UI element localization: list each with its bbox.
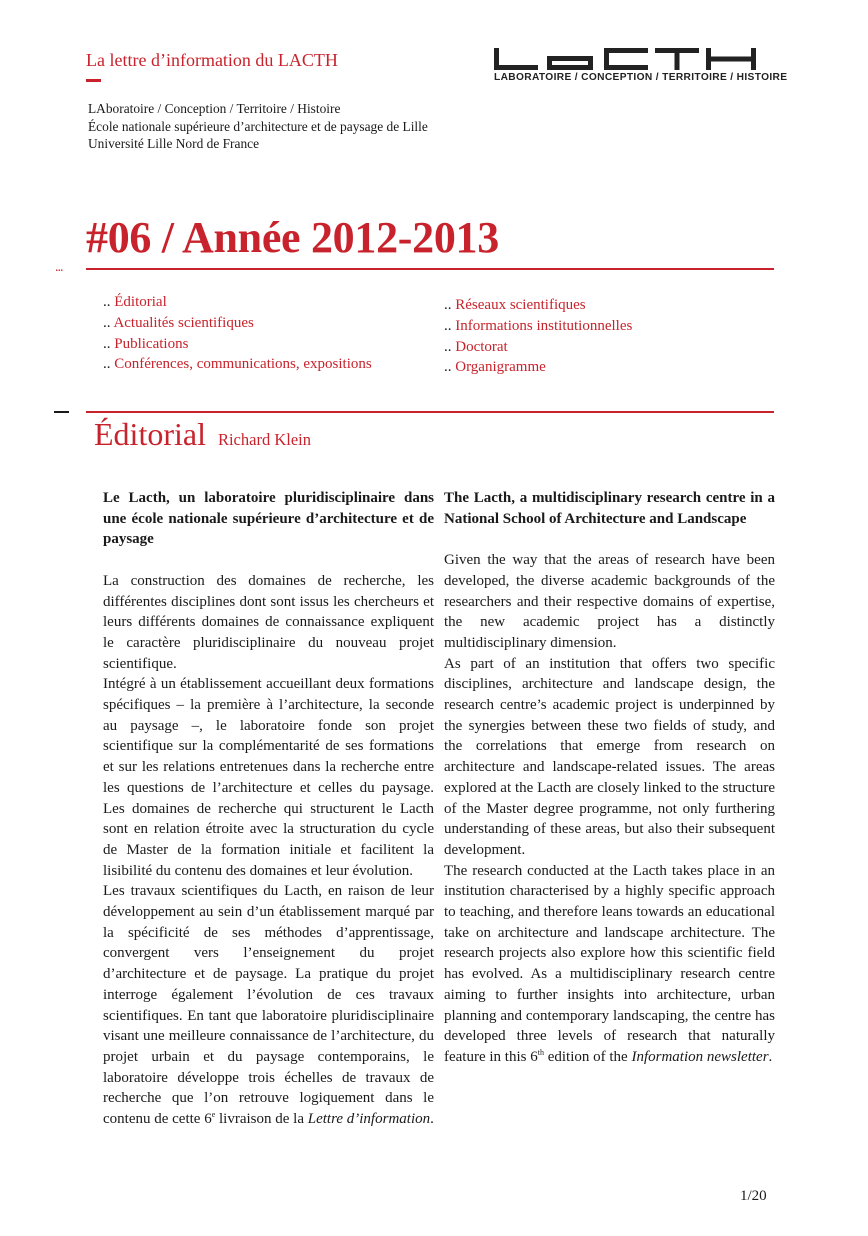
section-title: Éditorial xyxy=(94,416,206,452)
side-marker: ... xyxy=(55,260,63,275)
issue-rule xyxy=(86,268,774,270)
superscript: th xyxy=(537,1047,544,1057)
toc-link-editorial[interactable]: Éditorial xyxy=(114,294,167,310)
toc-item-conferences xyxy=(103,354,372,375)
lab-line: École nationale supérieure d’architecture et de paysage de Lille xyxy=(88,118,428,134)
lacth-logo xyxy=(494,48,788,83)
toc-item-publications xyxy=(103,334,372,355)
section-rule xyxy=(86,411,774,413)
side-dash xyxy=(54,411,69,413)
paragraph-text: livraison de la xyxy=(215,1111,308,1128)
issue-title: #06 / Année 2012-2013 xyxy=(86,213,499,262)
logo-tagline: LABORATOIRE / CONCEPTION / TERRITOIRE / HISTOIRE xyxy=(494,72,788,83)
toc-dots: .. xyxy=(103,335,111,352)
paragraph: Intégré à un établissement accueillant deux formations spécifiques – la première à l’architecture, la seconde au paysage –, le laboratoire fonde son projet scientifique sur la complémentarité de ses formations et sur les relations entretenues dans la recherche entre les questions de l’architecture et celles du paysage. Les domaines de recherche qui structurent le Lacth sont en relation étroite avec la structuration du cycle de Master de la formation initiale et facilitent la lisibilité du contenu des domaines et leur évolution. xyxy=(103,676,434,879)
superscript: e xyxy=(211,1110,216,1120)
toc-link-informations[interactable]: Informations institutionnelles xyxy=(455,317,633,334)
italic-title: Information newsletter xyxy=(631,1048,769,1065)
toc-right xyxy=(444,295,632,378)
toc-link-actualites[interactable]: Actualités scientifiques xyxy=(113,314,254,331)
toc-dots: .. xyxy=(103,356,111,373)
lab-line: Université Lille Nord de France xyxy=(88,136,260,151)
toc-item-reseaux xyxy=(444,295,632,316)
paragraph: La construction des domaines de recherche, les différentes disciplines dont sont issus les chercheurs et leurs différents domaines de connaissance expliquent le caractère pluridisciplinaire du nouveau projet scientifique. xyxy=(103,572,434,672)
editorial-column-en xyxy=(444,488,775,1068)
paragraph: As part of an institution that offers two specific disciplines, architecture and landscape design, the research centre’s academic project is underpinned by the synergies between these two fields of study, and the correlations that emerge from research on architecture and landscape-related issues. The areas explored at the Lacth are closely linked to the structure of the Master degree programme, not only furthering understanding of these areas, but also their subsequent development. xyxy=(444,655,775,858)
paragraph-text: The research conducted at the Lacth takes place in an institution characterised by a highly specific approach to teaching, and therefore leans towards an educational take on architecture and landscape architecture. The research projects also explore how this scientific field has evolved. As a multidisciplinary research centre aiming to further insights into architecture, urban planning and contemporary landscaping, the centre has developed three levels of research that naturally feature in this 6 xyxy=(444,862,775,1065)
toc-dots: .. xyxy=(103,314,111,331)
toc-dots: .. xyxy=(103,294,111,310)
paragraph: Given the way that the areas of research have been developed, the diverse academic backgrounds of the researchers and their respective domains of expertise, the new academic project has a distinctly multidisciplinary dimension. xyxy=(444,552,775,651)
toc-link-organigramme[interactable]: Organigramme xyxy=(455,359,546,376)
toc-left xyxy=(103,292,372,375)
editorial-column-fr xyxy=(103,488,434,1130)
toc-item-organigramme xyxy=(444,357,632,378)
toc-link-publications[interactable]: Publications xyxy=(114,335,189,352)
title-underline xyxy=(86,79,101,82)
paragraph xyxy=(444,861,775,1068)
column-heading: Le Lacth, un laboratoire pluridisciplinaire dans une école nationale supérieure d’architecture et de paysage xyxy=(103,490,434,548)
toc-link-conferences[interactable]: Conférences, communications, expositions xyxy=(114,356,372,373)
toc-dots: .. xyxy=(444,297,452,313)
lab-line: LAboratoire / Conception / Territoire / Histoire xyxy=(88,101,341,116)
paragraph-text: . xyxy=(430,1111,434,1128)
section-heading xyxy=(94,416,311,453)
lacth-wordmark xyxy=(494,48,756,70)
column-heading: The Lacth, a multidisciplinary research centre in a National School of Architecture and Landscape xyxy=(444,490,775,527)
paragraph xyxy=(103,881,434,1129)
toc-link-reseaux[interactable]: Réseaux scientifiques xyxy=(455,297,586,313)
italic-title: Lettre d’information xyxy=(307,1111,431,1128)
page-number: 1/20 xyxy=(740,1188,767,1204)
section-author: Richard Klein xyxy=(217,430,311,449)
toc-dots: .. xyxy=(444,338,452,355)
toc-item-informations xyxy=(444,316,632,337)
paragraph-text: edition of the xyxy=(543,1048,632,1065)
newsletter-title: La lettre d’information du LACTH xyxy=(86,50,338,70)
toc-item-editorial xyxy=(103,292,372,313)
toc-dots: .. xyxy=(444,317,452,334)
lab-info xyxy=(88,100,428,153)
paragraph-text: . xyxy=(768,1048,773,1065)
toc-item-actualites xyxy=(103,313,372,334)
toc-dots: .. xyxy=(444,359,452,376)
toc-item-doctorat xyxy=(444,337,632,358)
paragraph-text: Les travaux scientifiques du Lacth, en raison de leur développement au sein d’un établissement marqué par la spécificité de ses méthodes d’apprentissage, convergent vers l’enseignement du projet d’architecture et de paysage. La pratique du projet interroge également l’évolution de ces travaux scientifiques. En tant que laboratoire pluridisciplinaire visant une meilleure connaissance de l’architecture, du projet urbain et du paysage contemporains, le laboratoire développe trois échelles de travaux de recherche que l’on retrouve logiquement dans le contenu de cette 6 xyxy=(103,883,434,1128)
toc-link-doctorat[interactable]: Doctorat xyxy=(455,338,508,355)
